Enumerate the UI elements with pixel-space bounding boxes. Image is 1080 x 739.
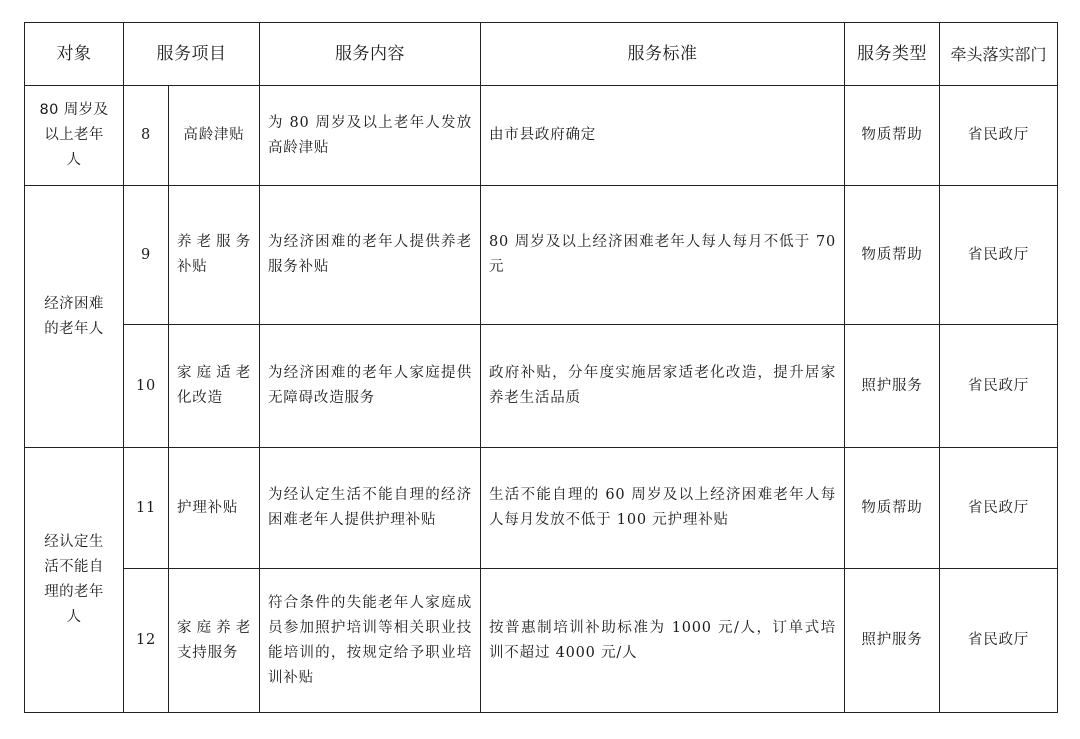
dept-cell: 省民政厅 (940, 186, 1058, 325)
content-cell: 为 80 周岁及以上老年人发放高龄津贴 (260, 86, 481, 186)
header-object: 对象 (25, 23, 124, 86)
header-dept: 牵头落实部门 (940, 23, 1058, 86)
type-cell: 物质帮助 (845, 186, 940, 325)
standard-cell: 政府补贴，分年度实施居家适老化改造，提升居家养老生活品质 (481, 325, 845, 448)
table-row (25, 325, 1058, 448)
object-cell: 经济困难的老年人 (25, 186, 124, 448)
type-cell: 物质帮助 (845, 86, 940, 186)
table-row (25, 569, 1058, 713)
item-cell: 家庭适老化改造 (169, 325, 260, 448)
dept-cell: 省民政厅 (940, 569, 1058, 713)
item-cell: 高龄津贴 (169, 86, 260, 186)
standard-cell: 由市县政府确定 (481, 86, 845, 186)
header-type: 服务类型 (845, 23, 940, 86)
row-number: 12 (124, 569, 169, 713)
standard-cell: 生活不能自理的 60 周岁及以上经济困难老年人每人每月发放不低于 100 元护理补贴 (481, 448, 845, 569)
dept-cell: 省民政厅 (940, 325, 1058, 448)
type-cell: 物质帮助 (845, 448, 940, 569)
content-cell: 符合条件的失能老年人家庭成员参加照护培训等相关职业技能培训的，按规定给予职业培训补贴 (260, 569, 481, 713)
type-cell: 照护服务 (845, 569, 940, 713)
standard-cell: 按普惠制培训补助标准为 1000 元/人，订单式培训不超过 4000 元/人 (481, 569, 845, 713)
row-number: 11 (124, 448, 169, 569)
object-cell: 80 周岁及以上老年人 (25, 86, 124, 186)
row-number: 9 (124, 186, 169, 325)
type-cell: 照护服务 (845, 325, 940, 448)
item-cell: 护理补贴 (169, 448, 260, 569)
header-row (25, 23, 1058, 86)
table-row (25, 86, 1058, 186)
service-table (24, 22, 1058, 713)
content-cell: 为经济困难的老年人提供养老服务补贴 (260, 186, 481, 325)
standard-cell: 80 周岁及以上经济困难老年人每人每月不低于 70 元 (481, 186, 845, 325)
header-standard: 服务标准 (481, 23, 845, 86)
item-cell: 养老服务补贴 (169, 186, 260, 325)
header-content: 服务内容 (260, 23, 481, 86)
table-row (25, 186, 1058, 325)
item-cell: 家庭养老支持服务 (169, 569, 260, 713)
dept-cell: 省民政厅 (940, 86, 1058, 186)
table-row (25, 448, 1058, 569)
object-cell: 经认定生活不能自理的老年人 (25, 448, 124, 713)
dept-cell: 省民政厅 (940, 448, 1058, 569)
row-number: 8 (124, 86, 169, 186)
header-item: 服务项目 (124, 23, 260, 86)
content-cell: 为经济困难的老年人家庭提供无障碍改造服务 (260, 325, 481, 448)
content-cell: 为经认定生活不能自理的经济困难老年人提供护理补贴 (260, 448, 481, 569)
row-number: 10 (124, 325, 169, 448)
